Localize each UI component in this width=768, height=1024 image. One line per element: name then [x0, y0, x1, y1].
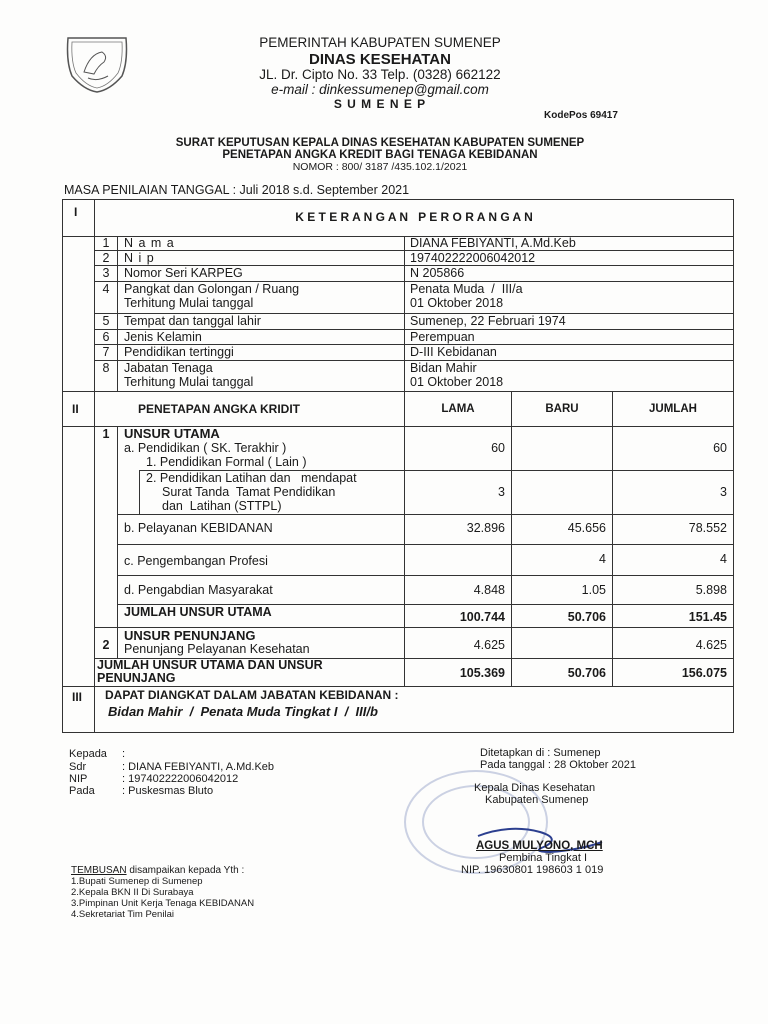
row-number: 2 [102, 638, 110, 652]
signer-rank: Pembina Tingkat I [499, 852, 588, 864]
total-baru: 50.706 [567, 666, 606, 680]
section-number: I [74, 205, 78, 219]
sumenep-logo [58, 32, 136, 94]
unsur-penunjang-label: UNSUR PENUNJANG [124, 628, 256, 643]
jumlah-unsur-utama-baru: 50.706 [567, 610, 606, 624]
recipient-sdr-label: Sdr [69, 761, 87, 773]
tembusan-label: TEMBUSAN [71, 865, 127, 876]
decree-subtitle: PENETAPAN ANGKA KREDIT BAGI TENAGA KEBIDANAN [222, 149, 538, 161]
row-label: Pendidikan tertinggi [124, 345, 234, 359]
row-number: 8 [102, 361, 110, 375]
row-value: Perempuan [410, 330, 475, 344]
decree-title: SURAT KEPUTUSAN KEPALA DINAS KESEHATAN KABUPATEN SUMENEP [175, 137, 585, 149]
row-number: 1 [102, 236, 110, 250]
penunjang-label: Penunjang Pelayanan Kesehatan [124, 642, 310, 656]
row-number: 5 [102, 314, 110, 328]
appointment-value: Bidan Mahir / Penata Muda Tingkat I / III/b [108, 704, 378, 719]
row-value: Sumenep, 22 Februari 1974 [410, 314, 566, 328]
row-number: 6 [102, 330, 110, 344]
signer-position-2: Kabupaten Sumenep [485, 794, 589, 806]
recipient-nip-label: NIP [69, 773, 88, 785]
tembusan-heading [71, 865, 244, 876]
pelayanan-label: b. Pelayanan KEBIDANAN [124, 521, 273, 535]
row-label: Nomor Seri KARPEG [124, 266, 243, 280]
row-label-2: Terhitung Mulai tanggal [124, 375, 254, 389]
row-number: 1 [102, 427, 110, 441]
recipient-nip-value: : 197402222006042012 [122, 773, 239, 785]
penunjang-lama: 4.625 [473, 638, 505, 652]
header-email: e-mail : dinkessumenep@gmail.com [271, 82, 489, 97]
pengabdian-baru: 1.05 [581, 583, 606, 597]
row-label-2: Terhitung Mulai tanggal [124, 296, 254, 310]
total-lama: 105.369 [459, 666, 505, 680]
section-title: PENETAPAN ANGKA KRIDIT [138, 402, 300, 416]
jumlah-unsur-utama-jumlah: 151.45 [688, 610, 727, 624]
recipient-pada-label: Pada [69, 785, 95, 797]
row-number: 3 [102, 266, 110, 280]
header-office: DINAS KESEHATAN [309, 51, 451, 68]
header-city: S U M E N E P [333, 97, 427, 111]
row-number: 2 [102, 251, 110, 265]
tembusan-item: 1.Bupati Sumenep di Sumenep [71, 876, 203, 887]
row-number: 4 [102, 282, 110, 296]
column-header-baru: BARU [545, 403, 579, 415]
sttpl-label-2: Surat Tanda Tamat Pendidikan [162, 485, 336, 499]
pengembangan-baru: 4 [599, 552, 606, 566]
row-value: DIANA FEBIYANTI, A.Md.Keb [410, 236, 576, 250]
total-label-2: PENUNJANG [97, 671, 176, 685]
total-jumlah: 156.075 [681, 666, 727, 680]
sttpl-lama: 3 [498, 485, 505, 499]
sttpl-label-1: 2. Pendidikan Latihan dan mendapat [146, 471, 357, 485]
pelayanan-baru: 45.656 [567, 521, 606, 535]
jumlah-unsur-utama-label: JUMLAH UNSUR UTAMA [124, 605, 272, 619]
column-header-jumlah: JUMLAH [649, 403, 697, 415]
assessment-period: MASA PENILAIAN TANGGAL : Juli 2018 s.d. September 2021 [64, 183, 410, 197]
jumlah-unsur-utama-lama: 100.744 [459, 610, 505, 624]
recipient-sdr-value: : DIANA FEBIYANTI, A.Md.Keb [122, 761, 275, 773]
row-number: 7 [102, 345, 110, 359]
section-title: K E T E R A N G A N P E R O R A N G A N [295, 210, 533, 224]
row-label: Jenis Kelamin [124, 330, 202, 344]
pelayanan-lama: 32.896 [466, 521, 505, 535]
row-label: Tempat dan tanggal lahir [124, 314, 261, 328]
decided-at: Ditetapkan di : Sumenep [480, 747, 601, 759]
pendidikan-formal-label: 1. Pendidikan Formal ( Lain ) [146, 455, 307, 469]
appointment-label: DAPAT DIANGKAT DALAM JABATAN KEBIDANAN : [105, 688, 399, 702]
recipient-pada-value: : Puskesmas Bluto [122, 785, 214, 797]
pendidikan-lama: 60 [491, 441, 505, 455]
header-address: JL. Dr. Cipto No. 33 Telp. (0328) 662122 [259, 67, 501, 82]
decided-date: Pada tanggal : 28 Oktober 2021 [480, 759, 636, 771]
postal-code: KodePos 69417 [544, 110, 618, 121]
row-label: N i p [124, 251, 155, 265]
header-govt: PEMERINTAH KABUPATEN SUMENEP [259, 35, 501, 50]
row-label: Jabatan Tenaga [124, 361, 213, 375]
sttpl-label-3: dan Latihan (STTPL) [162, 499, 282, 513]
row-value-2: 01 Oktober 2018 [410, 296, 504, 310]
tembusan-item: 4.Sekretariat Tim Penilai [71, 909, 174, 920]
pengabdian-label: d. Pengabdian Masyarakat [124, 583, 273, 597]
row-value-2: 01 Oktober 2018 [410, 375, 504, 389]
row-label: N a m a [124, 236, 175, 250]
penunjang-jumlah: 4.625 [695, 638, 727, 652]
signer-position-1: Kepala Dinas Kesehatan [474, 782, 596, 794]
tembusan-rest: disampaikan kepada Yth : [126, 865, 245, 876]
section-number: III [72, 690, 83, 704]
recipient-label: Kepada [69, 748, 107, 760]
row-value: D-III Kebidanan [410, 345, 497, 359]
pendidikan-jumlah: 60 [713, 441, 727, 455]
sttpl-jumlah: 3 [720, 485, 727, 499]
unsur-utama-label: UNSUR UTAMA [124, 426, 220, 441]
row-label: Pangkat dan Golongan / Ruang [124, 282, 300, 296]
section-number: II [72, 402, 79, 416]
tembusan-item: 3.Pimpinan Unit Kerja Tenaga KEBIDANAN [71, 898, 255, 909]
column-header-lama: LAMA [441, 403, 475, 415]
pengabdian-lama: 4.848 [473, 583, 505, 597]
decree-number: NOMOR : 800/ 3187 /435.102.1/2021 [292, 161, 468, 173]
pengembangan-label: c. Pengembangan Profesi [124, 554, 268, 568]
pendidikan-label: a. Pendidikan ( SK. Terakhir ) [124, 441, 287, 455]
row-value: Penata Muda / III/a [410, 282, 523, 296]
tembusan-item: 2.Kepala BKN II Di Surabaya [71, 887, 194, 898]
pengembangan-jumlah: 4 [720, 552, 727, 566]
row-value: Bidan Mahir [410, 361, 477, 375]
total-label-1: JUMLAH UNSUR UTAMA DAN UNSUR [97, 658, 323, 672]
recipient-colon: : [122, 748, 126, 760]
pelayanan-jumlah: 78.552 [688, 521, 727, 535]
row-value: 197402222006042012 [410, 251, 536, 265]
signer-nip: NIP. 19630801 198603 1 019 [461, 864, 604, 876]
signer-name: AGUS MULYONO, MCH [476, 840, 603, 852]
pengabdian-jumlah: 5.898 [695, 583, 727, 597]
row-value: N 205866 [410, 266, 465, 280]
